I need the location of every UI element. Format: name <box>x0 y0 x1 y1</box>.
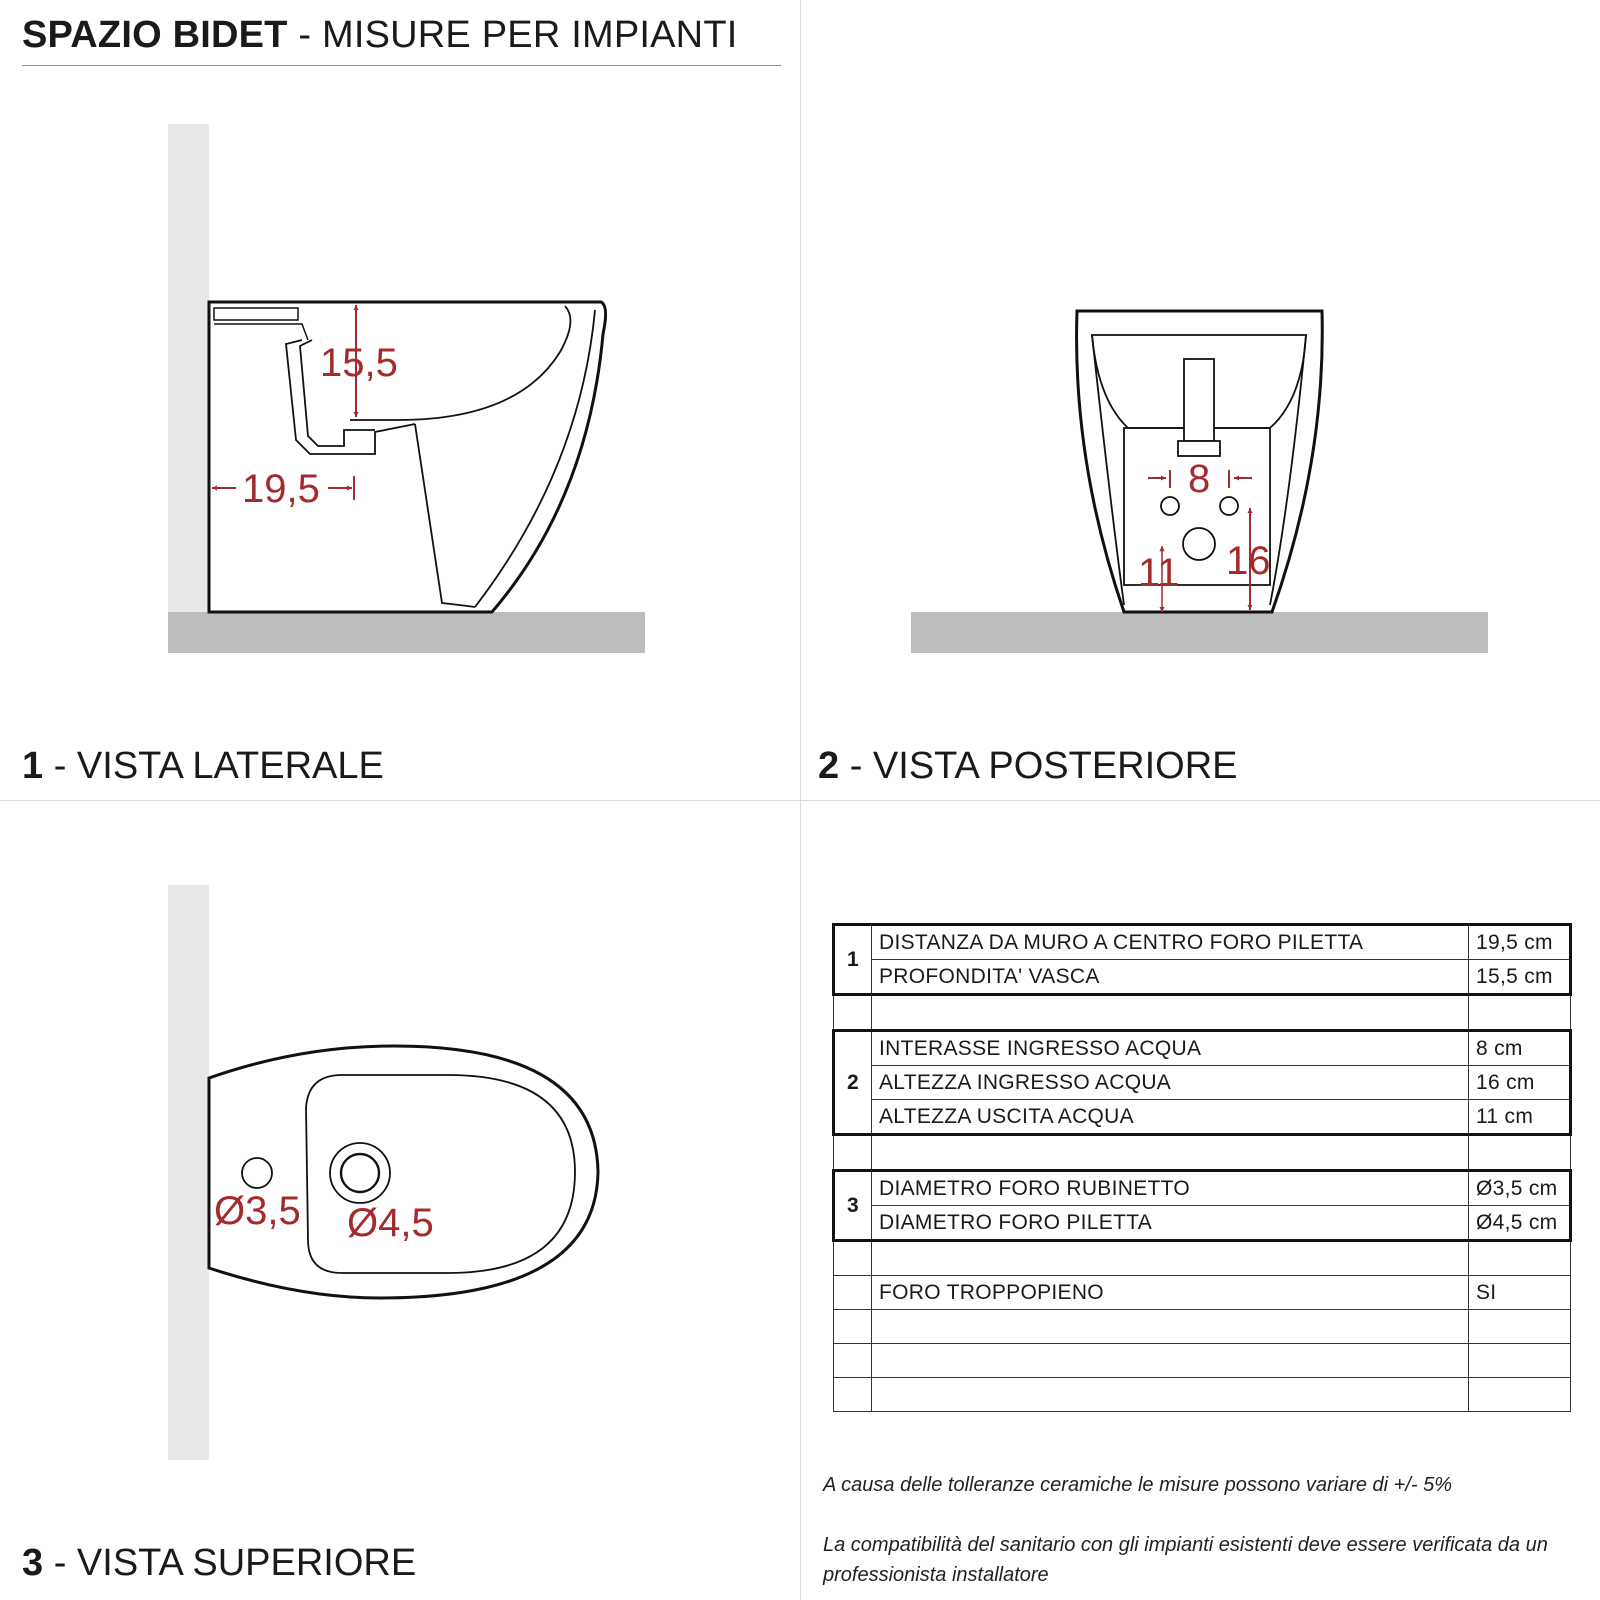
back-outlet <box>1183 528 1215 560</box>
back-inlet-left <box>1161 497 1179 515</box>
table-row <box>834 1066 1571 1100</box>
empty-row <box>834 1310 1571 1344</box>
side-bidet-body <box>209 302 606 612</box>
group-number: 3 <box>834 1171 872 1241</box>
side-wall <box>168 124 209 612</box>
side-view-drawing <box>168 124 645 653</box>
specs-tail <box>834 1241 1571 1412</box>
table-row <box>834 1031 1571 1066</box>
spec-value: 19,5 cm <box>1469 925 1571 960</box>
top-drain-inner <box>341 1154 379 1192</box>
table-row <box>834 1206 1571 1241</box>
back-view-drawing <box>911 311 1488 653</box>
table-row <box>834 1171 1571 1206</box>
specs-spacer <box>834 995 1571 1031</box>
caption-top-num: 3 <box>22 1542 44 1584</box>
dim-depth-label: 15,5 <box>320 341 398 385</box>
dim-outlet-label: 11 <box>1138 551 1180 595</box>
spec-value: SI <box>1469 1276 1571 1310</box>
caption-back-num: 2 <box>818 745 840 787</box>
table-row <box>834 925 1571 960</box>
tolerance-note: A causa delle tolleranze ceramiche le misure possono variare di +/- 5% <box>823 1474 1453 1496</box>
empty-row <box>834 995 1571 1031</box>
empty-row <box>834 1344 1571 1378</box>
caption-side-label: - VISTA LATERALE <box>43 745 384 787</box>
spec-label: DIAMETRO FORO RUBINETTO <box>872 1171 1469 1206</box>
spec-value: 16 cm <box>1469 1066 1571 1100</box>
dim-tap-label: Ø3,5 <box>214 1189 301 1233</box>
caption-back-view <box>818 745 1238 788</box>
page-title-rest: - MISURE PER IMPIANTI <box>287 14 738 56</box>
compatibility-note: La compatibilità del sanitario con gli impianti esistenti deve essere verificata da un professionista installatore <box>823 1534 1548 1586</box>
spec-value: 15,5 cm <box>1469 960 1571 995</box>
caption-back-label: - VISTA POSTERIORE <box>839 745 1238 787</box>
caption-top-label: - VISTA SUPERIORE <box>43 1542 417 1584</box>
spec-value: 11 cm <box>1469 1100 1571 1135</box>
top-tap-hole <box>242 1158 272 1188</box>
dim-interaxis-label: 8 <box>1188 457 1211 501</box>
table-row <box>834 1276 1571 1310</box>
spec-label: FORO TROPPOPIENO <box>872 1276 1469 1310</box>
table-row <box>834 960 1571 995</box>
spec-label: ALTEZZA INGRESSO ACQUA <box>872 1066 1469 1100</box>
spec-label: DISTANZA DA MURO A CENTRO FORO PILETTA <box>872 925 1469 960</box>
specs-group-2 <box>834 1031 1571 1135</box>
back-tap-base <box>1178 441 1220 456</box>
spec-value: Ø3,5 cm <box>1469 1171 1571 1206</box>
side-floor <box>168 612 645 653</box>
specs-group-1 <box>834 925 1571 995</box>
page-title-strong: SPAZIO BIDET <box>22 14 288 56</box>
caption-side-num: 1 <box>22 745 44 787</box>
empty-row <box>834 1378 1571 1412</box>
empty-row <box>834 1135 1571 1171</box>
table-row <box>834 1100 1571 1135</box>
back-tap-column <box>1184 359 1214 441</box>
spec-value: Ø4,5 cm <box>1469 1206 1571 1241</box>
specs-table <box>832 923 1572 1412</box>
specs-group-3 <box>834 1171 1571 1241</box>
back-floor <box>911 612 1488 653</box>
empty-row <box>834 1241 1571 1276</box>
spec-label: PROFONDITA' VASCA <box>872 960 1469 995</box>
dim-wall-label: 19,5 <box>242 467 320 511</box>
spec-label: INTERASSE INGRESSO ACQUA <box>872 1031 1469 1066</box>
dim-inlet-label: 16 <box>1226 539 1271 583</box>
caption-side-view <box>22 745 384 788</box>
dim-drain-label: Ø4,5 <box>347 1201 434 1245</box>
top-view-drawing <box>168 885 598 1460</box>
spec-label: ALTEZZA USCITA ACQUA <box>872 1100 1469 1135</box>
top-wall <box>168 885 209 1460</box>
caption-top-view <box>22 1542 416 1585</box>
group-number: 2 <box>834 1031 872 1135</box>
spec-label: DIAMETRO FORO PILETTA <box>872 1206 1469 1241</box>
specs-spacer <box>834 1135 1571 1171</box>
spec-value: 8 cm <box>1469 1031 1571 1066</box>
back-inlet-right <box>1220 497 1238 515</box>
group-number: 1 <box>834 925 872 995</box>
